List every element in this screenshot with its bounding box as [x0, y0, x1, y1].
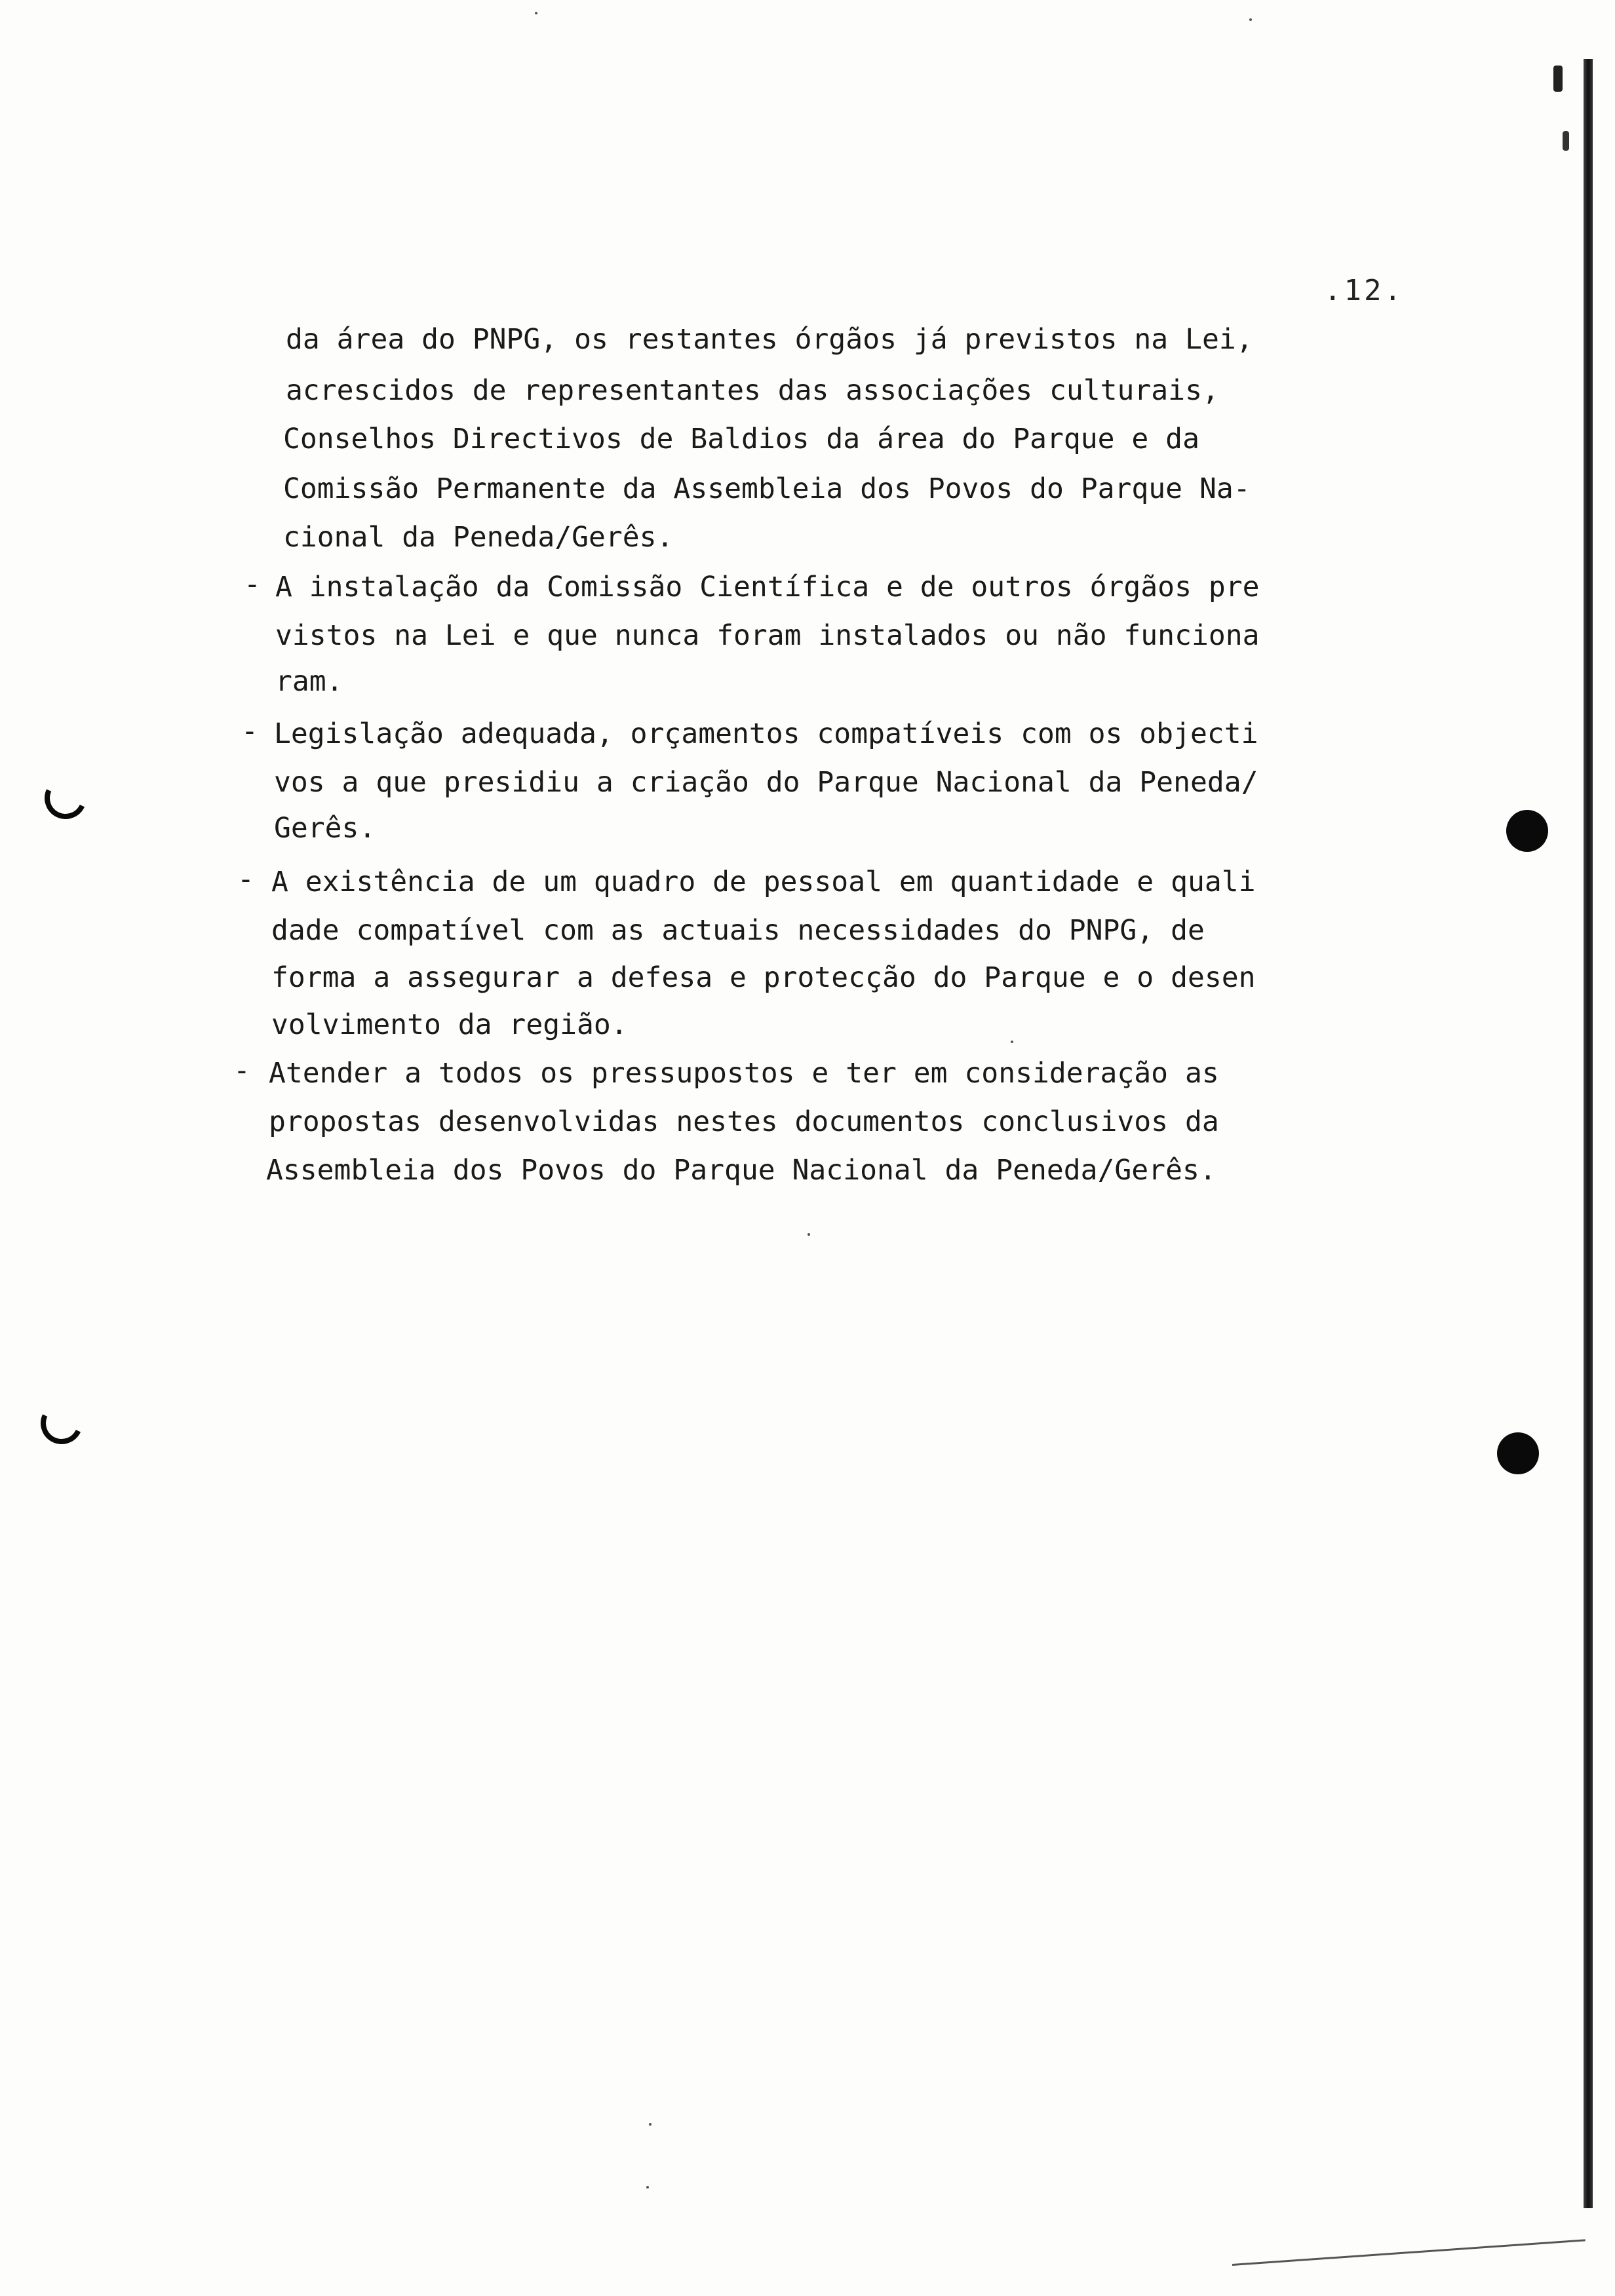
- text-line: acrescidos de representantes das associações culturais,: [286, 374, 1219, 407]
- text-line: Comissão Permanente da Assembleia dos Povos do Parque Na-: [283, 472, 1251, 505]
- page-number: .12.: [1324, 274, 1404, 307]
- list-bullet: -: [237, 863, 254, 896]
- text-line: forma a assegurar a defesa e protecção do Parque e o desen: [271, 961, 1256, 994]
- text-line: A instalação da Comissão Científica e de outros órgãos pre: [275, 571, 1260, 603]
- text-line: Conselhos Directivos de Baldios da área do Parque e da: [283, 423, 1199, 455]
- scan-speck: [1249, 18, 1252, 21]
- scan-speck: [535, 12, 537, 14]
- punch-hole: [1506, 810, 1548, 852]
- text-line: propostas desenvolvidas nestes documentos conclusivos da: [269, 1105, 1219, 1138]
- list-bullet: -: [244, 568, 261, 601]
- text-line: Assembleia dos Povos do Parque Nacional da Peneda/Gerês.: [266, 1154, 1216, 1187]
- text-line: volvimento da região.: [271, 1008, 628, 1041]
- scan-speck: [649, 2123, 652, 2126]
- scan-speck: [808, 1233, 810, 1236]
- text-line: Gerês.: [274, 812, 376, 845]
- text-line: Atender a todos os pressupostos e ter em consideração as: [269, 1057, 1219, 1090]
- binding-hole-mark: [35, 1396, 88, 1450]
- text-line: dade compatível com as actuais necessidades do PNPG, de: [271, 914, 1205, 947]
- list-bullet: -: [233, 1054, 250, 1087]
- scan-smudge: [1563, 131, 1569, 151]
- scan-speck: [1011, 1041, 1013, 1043]
- text-line: cional da Peneda/Gerês.: [283, 521, 674, 554]
- binding-hole-mark: [39, 771, 92, 825]
- page-edge-shadow: [1584, 59, 1593, 2208]
- scan-speck: [646, 2186, 649, 2189]
- text-line: Legislação adequada, orçamentos compatíveis com os objecti: [274, 718, 1258, 750]
- text-line: da área do PNPG, os restantes órgãos já previstos na Lei,: [286, 323, 1253, 356]
- list-bullet: -: [241, 715, 258, 748]
- page-fold-line: [1232, 2239, 1586, 2266]
- scan-smudge: [1553, 66, 1563, 92]
- punch-hole: [1497, 1432, 1539, 1474]
- text-line: vistos na Lei e que nunca foram instalados ou não funciona: [275, 619, 1260, 652]
- text-line: vos a que presidiu a criação do Parque Nacional da Peneda/: [274, 766, 1258, 799]
- text-line: ram.: [275, 665, 343, 698]
- text-line: A existência de um quadro de pessoal em quantidade e quali: [271, 866, 1256, 898]
